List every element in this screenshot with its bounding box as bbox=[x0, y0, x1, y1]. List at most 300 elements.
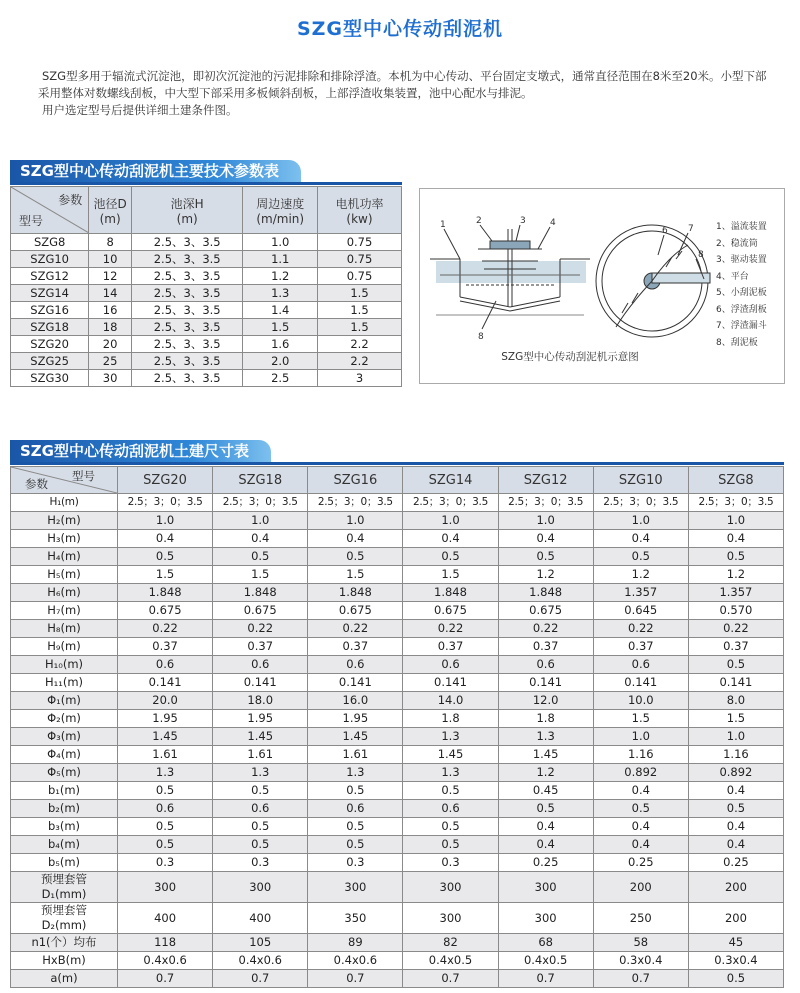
civil-col-header: SZG16 bbox=[308, 467, 403, 494]
civil-value-cell: 0.3 bbox=[118, 854, 213, 872]
civil-value-cell: 1.0 bbox=[593, 728, 688, 746]
spec-value-cell: 1.5 bbox=[318, 302, 402, 319]
civil-heading-underline bbox=[10, 462, 784, 465]
spec-value-cell: 10 bbox=[89, 251, 132, 268]
civil-value-cell: 0.141 bbox=[593, 674, 688, 692]
civil-value-cell: 0.5 bbox=[308, 782, 403, 800]
civil-value-cell: 0.3 bbox=[403, 854, 498, 872]
civil-table-row bbox=[11, 836, 784, 854]
civil-value-cell: 0.4 bbox=[308, 530, 403, 548]
diagram-legend: 1、溢流装置 2、稳流筒 3、驱动装置 4、平台 5、小刮泥板 6、浮渣刮板 7、浮渣漏斗 8、刮泥板 bbox=[716, 222, 767, 348]
civil-value-cell: 0.25 bbox=[688, 854, 783, 872]
civil-value-cell: 0.4 bbox=[593, 836, 688, 854]
param-label-cell: H₄(m) bbox=[11, 548, 118, 566]
civil-value-cell: 1.357 bbox=[688, 584, 783, 602]
civil-value-cell: 1.2 bbox=[688, 566, 783, 584]
intro-paragraph-2: 用户选定型号后提供详细土建条件图。 bbox=[42, 103, 238, 117]
civil-value-cell: 0.37 bbox=[593, 638, 688, 656]
spec-value-cell: 2.2 bbox=[318, 336, 402, 353]
civil-value-cell: 0.675 bbox=[308, 602, 403, 620]
param-label-cell: Φ₄(m) bbox=[11, 746, 118, 764]
civil-value-cell: 0.5 bbox=[593, 548, 688, 566]
civil-value-cell: 0.5 bbox=[403, 836, 498, 854]
civil-value-cell: 1.0 bbox=[403, 512, 498, 530]
intro-paragraph-1: SZG型多用于辐流式沉淀池，即初次沉淀池的污泥排除和排除浮渣。本机为中心传动、平台固定支墩式，通常直径范围在8米至20米。小型下部采用整体对数螺线刮板，中大型下部采用多板倾斜刮板，上部浮渣收集装置，池中心配水与排泥。 bbox=[38, 69, 767, 100]
civil-value-cell: 118 bbox=[118, 934, 213, 952]
civil-table-row bbox=[11, 602, 784, 620]
civil-value-cell: 20.0 bbox=[118, 692, 213, 710]
civil-value-cell: 0.5 bbox=[213, 818, 308, 836]
civil-value-cell: 0.5 bbox=[498, 800, 593, 818]
civil-value-cell: 0.7 bbox=[403, 970, 498, 988]
civil-value-cell: 0.4 bbox=[688, 530, 783, 548]
civil-value-cell: 300 bbox=[213, 872, 308, 903]
civil-value-cell: 1.5 bbox=[213, 566, 308, 584]
civil-value-cell: 300 bbox=[498, 872, 593, 903]
callout-2: 2 bbox=[476, 216, 482, 226]
civil-value-cell: 200 bbox=[688, 872, 783, 903]
civil-value-cell: 0.5 bbox=[403, 548, 498, 566]
civil-value-cell: 0.5 bbox=[308, 548, 403, 566]
civil-value-cell: 0.141 bbox=[213, 674, 308, 692]
civil-value-cell: 0.4 bbox=[213, 530, 308, 548]
spec-table-row bbox=[11, 234, 402, 251]
civil-value-cell: 1.45 bbox=[498, 746, 593, 764]
civil-corner-bottom: 参数 bbox=[25, 477, 48, 491]
civil-value-cell: 89 bbox=[308, 934, 403, 952]
civil-value-cell: 1.848 bbox=[118, 584, 213, 602]
model-cell: SZG30 bbox=[11, 370, 89, 387]
civil-value-cell: 0.4 bbox=[688, 782, 783, 800]
civil-value-cell: 0.5 bbox=[688, 548, 783, 566]
civil-value-cell: 0.4 bbox=[593, 818, 688, 836]
civil-value-cell: 400 bbox=[213, 903, 308, 934]
civil-value-cell: 0.37 bbox=[118, 638, 213, 656]
civil-value-cell: 0.675 bbox=[403, 602, 498, 620]
spec-value-cell: 0.75 bbox=[318, 268, 402, 285]
param-label-cell: a(m) bbox=[11, 970, 118, 988]
civil-table-row bbox=[11, 494, 784, 512]
civil-table-row bbox=[11, 710, 784, 728]
civil-value-cell: 82 bbox=[403, 934, 498, 952]
civil-table-row bbox=[11, 952, 784, 970]
civil-value-cell: 1.16 bbox=[593, 746, 688, 764]
civil-value-cell: 0.37 bbox=[213, 638, 308, 656]
civil-value-cell: 1.95 bbox=[118, 710, 213, 728]
callout-4: 4 bbox=[550, 218, 556, 228]
civil-value-cell: 1.848 bbox=[403, 584, 498, 602]
civil-value-cell: 0.5 bbox=[213, 782, 308, 800]
civil-value-cell: 1.61 bbox=[213, 746, 308, 764]
civil-value-cell: 1.45 bbox=[118, 728, 213, 746]
spec-value-cell: 1.3 bbox=[243, 285, 318, 302]
civil-table-row bbox=[11, 818, 784, 836]
param-label-cell: H₉(m) bbox=[11, 638, 118, 656]
civil-value-cell: 2.5；3；0；3.5 bbox=[498, 494, 593, 512]
civil-value-cell: 0.892 bbox=[593, 764, 688, 782]
civil-value-cell: 0.4 bbox=[498, 836, 593, 854]
spec-col-header: 池径D (m) bbox=[89, 187, 132, 234]
spec-table-row bbox=[11, 268, 402, 285]
civil-value-cell: 0.7 bbox=[498, 970, 593, 988]
civil-value-cell: 0.5 bbox=[403, 782, 498, 800]
param-label-cell: Φ₁(m) bbox=[11, 692, 118, 710]
civil-value-cell: 1.5 bbox=[118, 566, 213, 584]
civil-value-cell: 300 bbox=[498, 903, 593, 934]
model-cell: SZG10 bbox=[11, 251, 89, 268]
civil-value-cell: 0.6 bbox=[118, 656, 213, 674]
civil-value-cell: 0.5 bbox=[593, 800, 688, 818]
spec-table-heading: SZG型中心传动刮泥机主要技术参数表 bbox=[10, 160, 301, 182]
civil-table-row bbox=[11, 854, 784, 872]
civil-table-row bbox=[11, 746, 784, 764]
civil-value-cell: 0.25 bbox=[593, 854, 688, 872]
civil-value-cell: 16.0 bbox=[308, 692, 403, 710]
civil-value-cell: 1.8 bbox=[403, 710, 498, 728]
civil-value-cell: 0.22 bbox=[118, 620, 213, 638]
civil-value-cell: 300 bbox=[403, 903, 498, 934]
civil-value-cell: 0.4 bbox=[118, 530, 213, 548]
intro-text bbox=[38, 68, 768, 119]
spec-value-cell: 12 bbox=[89, 268, 132, 285]
civil-value-cell: 0.141 bbox=[118, 674, 213, 692]
civil-value-cell: 12.0 bbox=[498, 692, 593, 710]
civil-col-header: SZG12 bbox=[498, 467, 593, 494]
civil-value-cell: 0.6 bbox=[593, 656, 688, 674]
spec-value-cell: 1.5 bbox=[243, 319, 318, 336]
diagram-caption: SZG型中心传动刮泥机示意图 bbox=[501, 351, 639, 363]
param-label-cell: H₃(m) bbox=[11, 530, 118, 548]
civil-value-cell: 1.0 bbox=[118, 512, 213, 530]
civil-value-cell: 68 bbox=[498, 934, 593, 952]
spec-value-cell: 1.0 bbox=[243, 234, 318, 251]
schematic-diagram bbox=[419, 188, 785, 384]
civil-value-cell: 0.4x0.6 bbox=[308, 952, 403, 970]
param-label-cell: b₁(m) bbox=[11, 782, 118, 800]
civil-value-cell: 0.6 bbox=[308, 800, 403, 818]
civil-value-cell: 18.0 bbox=[213, 692, 308, 710]
spec-table-row bbox=[11, 302, 402, 319]
civil-col-header: SZG14 bbox=[403, 467, 498, 494]
spec-value-cell: 2.5、3、3.5 bbox=[131, 319, 243, 336]
civil-value-cell: 300 bbox=[118, 872, 213, 903]
civil-value-cell: 0.45 bbox=[498, 782, 593, 800]
civil-value-cell: 0.5 bbox=[118, 782, 213, 800]
civil-value-cell: 200 bbox=[688, 903, 783, 934]
civil-table-row bbox=[11, 728, 784, 746]
spec-table-row bbox=[11, 336, 402, 353]
civil-value-cell: 0.5 bbox=[213, 836, 308, 854]
civil-table-row bbox=[11, 903, 784, 934]
spec-table-row bbox=[11, 319, 402, 336]
civil-value-cell: 0.5 bbox=[498, 548, 593, 566]
spec-value-cell: 0.75 bbox=[318, 234, 402, 251]
civil-value-cell: 0.7 bbox=[593, 970, 688, 988]
civil-value-cell: 0.7 bbox=[308, 970, 403, 988]
civil-table-heading: SZG型中心传动刮泥机土建尺寸表 bbox=[10, 440, 271, 462]
civil-value-cell: 0.4x0.5 bbox=[498, 952, 593, 970]
civil-value-cell: 0.6 bbox=[403, 656, 498, 674]
model-cell: SZG18 bbox=[11, 319, 89, 336]
callout-8-top: 8 bbox=[698, 250, 704, 260]
civil-value-cell: 2.5；3；0；3.5 bbox=[688, 494, 783, 512]
param-label-cell: H₂(m) bbox=[11, 512, 118, 530]
model-cell: SZG16 bbox=[11, 302, 89, 319]
civil-value-cell: 0.37 bbox=[688, 638, 783, 656]
civil-value-cell: 1.3 bbox=[213, 764, 308, 782]
civil-value-cell: 1.5 bbox=[688, 710, 783, 728]
spec-value-cell: 2.5、3、3.5 bbox=[131, 268, 243, 285]
civil-table-row bbox=[11, 512, 784, 530]
civil-value-cell: 2.5；3；0；3.5 bbox=[308, 494, 403, 512]
civil-value-cell: 0.22 bbox=[593, 620, 688, 638]
model-cell: SZG12 bbox=[11, 268, 89, 285]
civil-col-header: SZG20 bbox=[118, 467, 213, 494]
civil-value-cell: 0.7 bbox=[213, 970, 308, 988]
civil-value-cell: 0.3 bbox=[213, 854, 308, 872]
spec-value-cell: 0.75 bbox=[318, 251, 402, 268]
civil-value-cell: 1.3 bbox=[498, 728, 593, 746]
civil-value-cell: 0.5 bbox=[308, 818, 403, 836]
civil-value-cell: 350 bbox=[308, 903, 403, 934]
civil-value-cell: 1.0 bbox=[593, 512, 688, 530]
civil-value-cell: 1.5 bbox=[593, 710, 688, 728]
civil-value-cell: 1.3 bbox=[308, 764, 403, 782]
page-title: SZG型中心传动刮泥机 bbox=[296, 18, 504, 40]
civil-value-cell: 0.22 bbox=[308, 620, 403, 638]
param-label-cell: H₁₁(m) bbox=[11, 674, 118, 692]
spec-value-cell: 1.4 bbox=[243, 302, 318, 319]
spec-table-row bbox=[11, 353, 402, 370]
civil-value-cell: 1.95 bbox=[213, 710, 308, 728]
spec-value-cell: 1.1 bbox=[243, 251, 318, 268]
civil-value-cell: 1.848 bbox=[498, 584, 593, 602]
civil-table-row bbox=[11, 872, 784, 903]
civil-table-row bbox=[11, 970, 784, 988]
civil-value-cell: 300 bbox=[403, 872, 498, 903]
civil-value-cell: 1.0 bbox=[213, 512, 308, 530]
civil-value-cell: 0.4 bbox=[498, 530, 593, 548]
spec-value-cell: 18 bbox=[89, 319, 132, 336]
civil-table-row bbox=[11, 566, 784, 584]
param-label-cell: H₇(m) bbox=[11, 602, 118, 620]
civil-value-cell: 0.675 bbox=[498, 602, 593, 620]
spec-value-cell: 2.5、3、3.5 bbox=[131, 336, 243, 353]
civil-value-cell: 0.37 bbox=[308, 638, 403, 656]
spec-value-cell: 16 bbox=[89, 302, 132, 319]
civil-value-cell: 0.141 bbox=[403, 674, 498, 692]
spec-value-cell: 2.5、3、3.5 bbox=[131, 251, 243, 268]
civil-value-cell: 0.570 bbox=[688, 602, 783, 620]
spec-value-cell: 2.5、3、3.5 bbox=[131, 353, 243, 370]
civil-table-row bbox=[11, 800, 784, 818]
civil-value-cell: 0.6 bbox=[118, 800, 213, 818]
model-cell: SZG20 bbox=[11, 336, 89, 353]
model-cell: SZG25 bbox=[11, 353, 89, 370]
param-label-cell: b₃(m) bbox=[11, 818, 118, 836]
civil-value-cell: 1.3 bbox=[118, 764, 213, 782]
civil-value-cell: 1.848 bbox=[308, 584, 403, 602]
civil-value-cell: 0.6 bbox=[498, 656, 593, 674]
civil-value-cell: 0.5 bbox=[688, 656, 783, 674]
spec-value-cell: 20 bbox=[89, 336, 132, 353]
spec-value-cell: 1.6 bbox=[243, 336, 318, 353]
civil-value-cell: 1.5 bbox=[403, 566, 498, 584]
param-label-cell: H₁(m) bbox=[11, 494, 118, 512]
civil-value-cell: 0.3 bbox=[308, 854, 403, 872]
civil-value-cell: 0.37 bbox=[498, 638, 593, 656]
civil-value-cell: 0.3x0.4 bbox=[593, 952, 688, 970]
civil-table-row bbox=[11, 638, 784, 656]
civil-value-cell: 1.848 bbox=[213, 584, 308, 602]
civil-value-cell: 1.45 bbox=[213, 728, 308, 746]
spec-table-row bbox=[11, 285, 402, 302]
civil-table-row bbox=[11, 548, 784, 566]
civil-table-row bbox=[11, 584, 784, 602]
spec-value-cell: 30 bbox=[89, 370, 132, 387]
callout-8-side: 8 bbox=[478, 332, 484, 342]
civil-value-cell: 300 bbox=[308, 872, 403, 903]
civil-value-cell: 1.0 bbox=[688, 728, 783, 746]
civil-value-cell: 0.5 bbox=[118, 818, 213, 836]
spec-value-cell: 2.2 bbox=[318, 353, 402, 370]
civil-value-cell: 0.22 bbox=[688, 620, 783, 638]
civil-value-cell: 0.5 bbox=[688, 970, 783, 988]
civil-value-cell: 0.141 bbox=[308, 674, 403, 692]
spec-col-header: 周边速度 (m/min) bbox=[243, 187, 318, 234]
callout-3: 3 bbox=[520, 216, 526, 226]
civil-value-cell: 1.45 bbox=[308, 728, 403, 746]
civil-value-cell: 0.5 bbox=[403, 818, 498, 836]
civil-value-cell: 0.37 bbox=[403, 638, 498, 656]
civil-value-cell: 1.3 bbox=[403, 728, 498, 746]
param-label-cell: H₆(m) bbox=[11, 584, 118, 602]
spec-col-header: 电机功率 (kw) bbox=[318, 187, 402, 234]
civil-value-cell: 0.141 bbox=[688, 674, 783, 692]
civil-value-cell: 0.6 bbox=[213, 656, 308, 674]
civil-table-row bbox=[11, 656, 784, 674]
spec-value-cell: 1.2 bbox=[243, 268, 318, 285]
civil-value-cell: 1.0 bbox=[688, 512, 783, 530]
param-label-cell: H₈(m) bbox=[11, 620, 118, 638]
spec-value-cell: 3 bbox=[318, 370, 402, 387]
civil-value-cell: 250 bbox=[593, 903, 688, 934]
civil-value-cell: 0.4 bbox=[593, 530, 688, 548]
spec-value-cell: 1.5 bbox=[318, 285, 402, 302]
param-label-cell: b₂(m) bbox=[11, 800, 118, 818]
civil-table bbox=[10, 466, 784, 988]
civil-value-cell: 1.2 bbox=[593, 566, 688, 584]
param-label-cell: H₁₀(m) bbox=[11, 656, 118, 674]
civil-corner-top: 型号 bbox=[72, 469, 95, 483]
param-label-cell: n1(个）均布 bbox=[11, 934, 118, 952]
civil-value-cell: 0.5 bbox=[308, 836, 403, 854]
civil-value-cell: 0.4 bbox=[688, 818, 783, 836]
civil-value-cell: 0.22 bbox=[498, 620, 593, 638]
civil-value-cell: 1.0 bbox=[308, 512, 403, 530]
param-label-cell: Φ₃(m) bbox=[11, 728, 118, 746]
civil-value-cell: 0.7 bbox=[118, 970, 213, 988]
civil-value-cell: 400 bbox=[118, 903, 213, 934]
civil-value-cell: 0.4 bbox=[688, 836, 783, 854]
civil-value-cell: 1.95 bbox=[308, 710, 403, 728]
civil-value-cell: 0.5 bbox=[118, 836, 213, 854]
civil-value-cell: 2.5；3；0；3.5 bbox=[213, 494, 308, 512]
param-label-cell: Φ₅(m) bbox=[11, 764, 118, 782]
civil-table-row bbox=[11, 530, 784, 548]
spec-col-header: 池深H (m) bbox=[131, 187, 243, 234]
civil-value-cell: 105 bbox=[213, 934, 308, 952]
civil-value-cell: 1.45 bbox=[403, 746, 498, 764]
civil-value-cell: 0.892 bbox=[688, 764, 783, 782]
callout-6: 6 bbox=[662, 226, 668, 236]
civil-value-cell: 200 bbox=[593, 872, 688, 903]
civil-value-cell: 0.4x0.6 bbox=[118, 952, 213, 970]
spec-value-cell: 2.5、3、3.5 bbox=[131, 302, 243, 319]
civil-table-row bbox=[11, 764, 784, 782]
civil-value-cell: 0.6 bbox=[213, 800, 308, 818]
civil-value-cell: 0.22 bbox=[403, 620, 498, 638]
callout-1: 1 bbox=[440, 220, 446, 230]
civil-value-cell: 1.3 bbox=[403, 764, 498, 782]
civil-table-row bbox=[11, 620, 784, 638]
model-cell: SZG14 bbox=[11, 285, 89, 302]
civil-value-cell: 1.2 bbox=[498, 566, 593, 584]
civil-corner-cell bbox=[11, 467, 118, 494]
civil-value-cell: 0.22 bbox=[213, 620, 308, 638]
civil-value-cell: 0.141 bbox=[498, 674, 593, 692]
spec-table-row bbox=[11, 370, 402, 387]
civil-value-cell: 0.4 bbox=[593, 782, 688, 800]
civil-value-cell: 0.3x0.4 bbox=[688, 952, 783, 970]
civil-table-row bbox=[11, 782, 784, 800]
param-label-cell: 预埋套管 D₁(mm) bbox=[11, 872, 118, 903]
civil-value-cell: 0.675 bbox=[118, 602, 213, 620]
spec-value-cell: 2.5、3、3.5 bbox=[131, 234, 243, 251]
civil-value-cell: 1.8 bbox=[498, 710, 593, 728]
spec-value-cell: 25 bbox=[89, 353, 132, 370]
civil-value-cell: 0.6 bbox=[308, 656, 403, 674]
civil-value-cell: 0.6 bbox=[403, 800, 498, 818]
param-label-cell: Φ₂(m) bbox=[11, 710, 118, 728]
civil-value-cell: 1.2 bbox=[498, 764, 593, 782]
param-label-cell: 预埋套管 D₂(mm) bbox=[11, 903, 118, 934]
civil-value-cell: 1.5 bbox=[308, 566, 403, 584]
model-cell: SZG8 bbox=[11, 234, 89, 251]
spec-value-cell: 2.5、3、3.5 bbox=[131, 370, 243, 387]
civil-value-cell: 0.5 bbox=[213, 548, 308, 566]
civil-value-cell: 0.4x0.5 bbox=[403, 952, 498, 970]
param-label-cell: H₅(m) bbox=[11, 566, 118, 584]
spec-table bbox=[10, 186, 402, 387]
civil-col-header: SZG10 bbox=[593, 467, 688, 494]
civil-table-row bbox=[11, 692, 784, 710]
civil-value-cell: 1.16 bbox=[688, 746, 783, 764]
civil-value-cell: 8.0 bbox=[688, 692, 783, 710]
civil-value-cell: 2.5；3；0；3.5 bbox=[403, 494, 498, 512]
spec-table-row bbox=[11, 251, 402, 268]
civil-col-header: SZG8 bbox=[688, 467, 783, 494]
civil-value-cell: 0.4x0.6 bbox=[213, 952, 308, 970]
spec-corner-bottom: 型号 bbox=[19, 214, 44, 228]
param-label-cell: b₄(m) bbox=[11, 836, 118, 854]
spec-corner-cell bbox=[11, 187, 89, 234]
civil-value-cell: 0.4 bbox=[498, 818, 593, 836]
civil-col-header: SZG18 bbox=[213, 467, 308, 494]
civil-value-cell: 1.357 bbox=[593, 584, 688, 602]
civil-value-cell: 1.61 bbox=[118, 746, 213, 764]
civil-value-cell: 2.5；3；0；3.5 bbox=[593, 494, 688, 512]
